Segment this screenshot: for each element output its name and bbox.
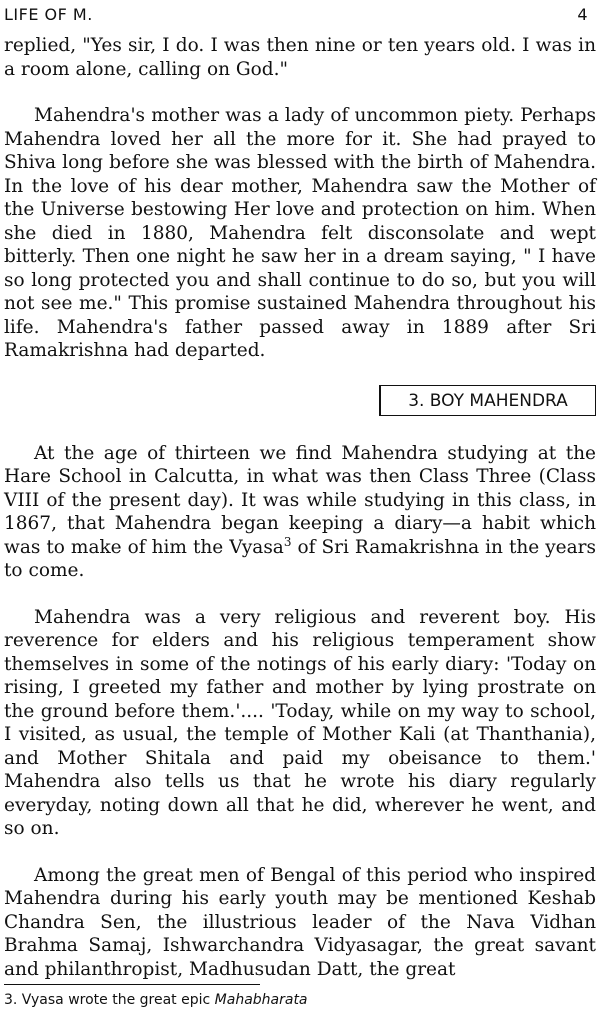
- paragraph-5: Among the great men of Bengal of this period who inspired Mahendra during his early youth may be mentioned Keshab Chandra Sen, the illustrious leader of the Nava Vidhan Brahma Samaj, Ishwarchandra Vidyasagar, the great savant and philanthropist, Madhusudan Datt, the great: [4, 864, 596, 980]
- footnote-rule: [4, 984, 260, 985]
- footnote-italic: Mahabharata: [214, 992, 308, 1008]
- page-header: [4, 2, 588, 26]
- section-heading: 3. BOY MAHENDRA: [379, 385, 596, 416]
- footnote-marker: 3: [283, 534, 292, 549]
- paragraph-3: [4, 442, 596, 583]
- footnote-text: 3. Vyasa wrote the great epic: [4, 992, 215, 1008]
- paragraph-3-text-end: of Sri Ramakrishna in the years to come.: [4, 536, 596, 581]
- paragraph-4: Mahendra was a very religious and reverent boy. His reverence for elders and his religious temperament show themselves in some of the notings of his early diary: 'Today on rising, I greeted my father and mother by lying prostrate on the ground before them.'.... 'Today, while on my way to school, I visited, as usual, the temple of Mother Kali (at Thanthania), and Mother Shitala and paid my obeisance to them.' Mahendra also tells us that he wrote his diary regularly everyday, noting down all that he did, wherever he went, and so on.: [4, 606, 596, 839]
- body-text: [4, 34, 596, 981]
- paragraph-3-text: At the age of thirteen we find Mahendra studying at the Hare School in Calcutta, in what was then Class Three (Class VIII of the present day). It was while studying in this class, in 1867, that Mahendra began keeping a diary—a habit which was to make of him the Vyasa: [4, 442, 596, 558]
- paragraph-1: replied, "Yes sir, I do. I was then nine or ten years old. I was in a room alone, calling on God.": [4, 35, 596, 80]
- running-title: LIFE OF M.: [4, 4, 93, 24]
- footnote: [4, 991, 308, 1009]
- paragraph-2: Mahendra's mother was a lady of uncommon piety. Perhaps Mahendra loved her all the more for it. She had prayed to Shiva long before she was blessed with the birth of Mahendra. In the love of his dear mother, Mahendra saw the Mother of the Universe bestowing Her love and protection on him. When she died in 1880, Mahendra felt disconsolate and wept bitterly. Then one night he saw her in a dream saying, " I have so long protected you and shall continue to do so, but you will not see me." This promise sustained Mahendra throughout his life. Mahendra's father passed away in 1889 after Sri Ramakrishna had departed.: [4, 105, 596, 361]
- page-number: 4: [577, 4, 588, 24]
